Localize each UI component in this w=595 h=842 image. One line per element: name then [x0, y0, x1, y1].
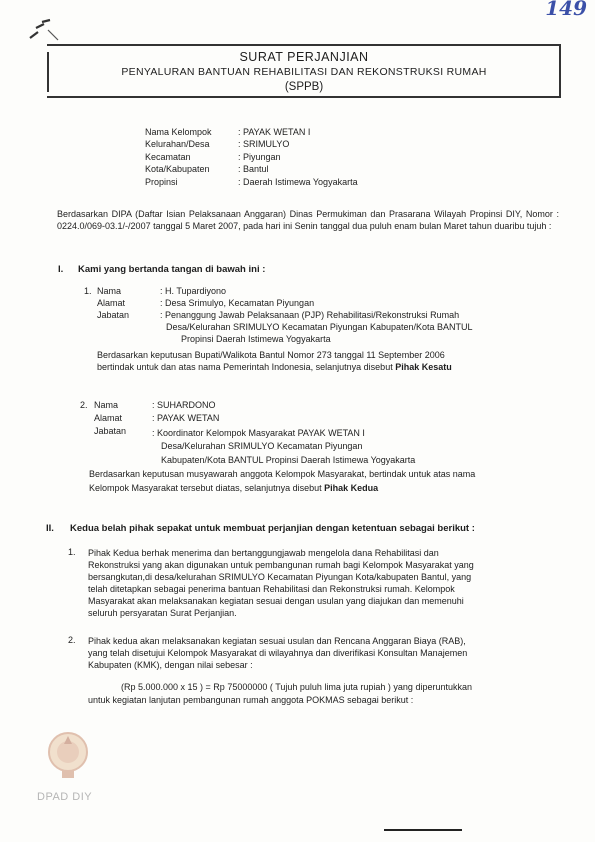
footer-rule [384, 829, 462, 831]
watermark-text: DPAD DIY [37, 791, 93, 803]
party-field-label: Nama [94, 400, 119, 410]
document-abbreviation: (SPPB) [284, 81, 324, 93]
identity-value: : Daerah Istimewa Yogyakarta [238, 177, 358, 187]
clause-text: Pihak Kedua berhak menerima dan bertanggungjawab mengelola dana Rehabilitasi dan Rekonstruksi yang akan digunakan untuk pembangunan rumah bagi Kelompok Masyarakat yang bersangkutan,di desa/kelurahan SRIMULYO Kecamatan Piyungan Kota/kabupaten Bantul, yang telah ditetapkan sebagai penerima bantuan Rehabilitasi dan Rekonstruksi rumah. Kelompok Masyarakat akan melaksanakan kegiatan sesuai dengan usulan yang diajukan dan memenuhi seluruh persyaratan Surat Perjanjian. [88, 548, 474, 618]
identity-label: Kota/Kabupaten [145, 164, 210, 174]
party-position: : Penanggung Jawab Pelaksanaan (PJP) Rehabilitasi/Rekonstruksi Rumah [160, 310, 460, 320]
clause-text: untuk kegiatan lanjutan pembangunan rumah anggota POKMAS sebagai berikut : [88, 695, 414, 705]
party-name: : SUHARDONO [152, 400, 216, 410]
party-position: Desa/Kelurahan SRIMULYO Kecamatan Piyungan Kabupaten/Kota BANTUL [166, 322, 473, 332]
party-position: : Koordinator Kelompok Masyarakat PAYAK WETAN I [152, 428, 365, 438]
document-subtitle: PENYALURAN BANTUAN REHABILITASI DAN REKONSTRUKSI RUMAH [121, 66, 487, 78]
identity-label: Propinsi [145, 177, 178, 187]
party-field-label: Alamat [97, 298, 126, 308]
section-number: II. [46, 523, 54, 534]
clause-number: 2. [68, 635, 76, 645]
party-field-label: Jabatan [97, 310, 130, 320]
party-basis: bertindak untuk dan atas nama Pemerintah Indonesia, selanjutnya disebut Pihak Kesatu [97, 362, 452, 372]
party-name: : H. Tupardiyono [160, 286, 227, 296]
identity-label: Kelurahan/Desa [145, 139, 210, 149]
identity-block [0, 127, 595, 197]
party-address: : PAYAK WETAN [152, 413, 220, 423]
identity-value: : SRIMULYO [238, 139, 290, 149]
document-title: SURAT PERJANJIAN [239, 50, 369, 64]
intro-paragraph: Berdasarkan DIPA (Daftar Isian Pelaksanaan Anggaran) Dinas Permukiman dan Prasarana Wilayah Propinsi DIY, Nomor : 0224.0/069-03.1/-/2007 tanggal 5 Maret 2007, pada hari ini Senin tanggal dua puluh enam bulan Maret tahun duaribu tujuh : [57, 209, 559, 231]
title-box [47, 44, 561, 98]
party-position: Kabupaten/Kota BANTUL Propinsi Daerah Istimewa Yogyakarta [161, 455, 416, 465]
identity-value: : PAYAK WETAN I [238, 127, 311, 137]
clause-number: 1. [68, 547, 76, 557]
identity-label: Kecamatan [145, 152, 191, 162]
party-field-label: Nama [97, 286, 122, 296]
handwritten-scribble [28, 18, 64, 44]
clause-text: Pihak kedua akan melaksanakan kegiatan sesuai usulan dan Rencana Anggaran Biaya (RAB), yang telah disetujui Kelompok Masyarakat di wilayahnya dan diverifikasi Konsultan Manajemen Kabupaten (KMK), dengan nilai sebesar : [88, 636, 468, 670]
amount-line: (Rp 5.000.000 x 15 ) = Rp 75000000 ( Tujuh puluh lima juta rupiah ) yang diperuntukkan [121, 682, 472, 692]
party-basis: Kelompok Masyarakat tersebut diatas, selanjutnya disebut Pihak Kedua [89, 483, 379, 493]
party-field-label: Alamat [94, 413, 123, 423]
party-position: Propinsi Daerah Istimewa Yogyakarta [181, 334, 331, 344]
section-number: I. [58, 264, 64, 275]
party-number: 2. [80, 400, 88, 410]
party-field-label: Jabatan [94, 426, 127, 436]
party-address: : Desa Srimulyo, Kecamatan Piyungan [160, 298, 315, 308]
dpad-emblem-icon [45, 728, 91, 780]
identity-value: : Piyungan [238, 152, 281, 162]
section-title: Kami yang bertanda tangan di bawah ini : [78, 264, 266, 275]
party-basis: Berdasarkan keputusan Bupati/Walikota Bantul Nomor 273 tanggal 11 September 2006 [97, 350, 445, 360]
identity-value: : Bantul [238, 164, 269, 174]
party-basis: Berdasarkan keputusan musyawarah anggota Kelompok Masyarakat, bertindak untuk atas nama [89, 469, 476, 479]
party-position: Desa/Kelurahan SRIMULYO Kecamatan Piyungan [161, 441, 363, 451]
page-number-mark: 149 [545, 0, 587, 20]
section-title: Kedua belah pihak sepakat untuk membuat perjanjian dengan ketentuan sebagai berikut : [70, 523, 475, 534]
identity-label: Nama Kelompok [145, 127, 212, 137]
party-number: 1. [84, 286, 92, 296]
